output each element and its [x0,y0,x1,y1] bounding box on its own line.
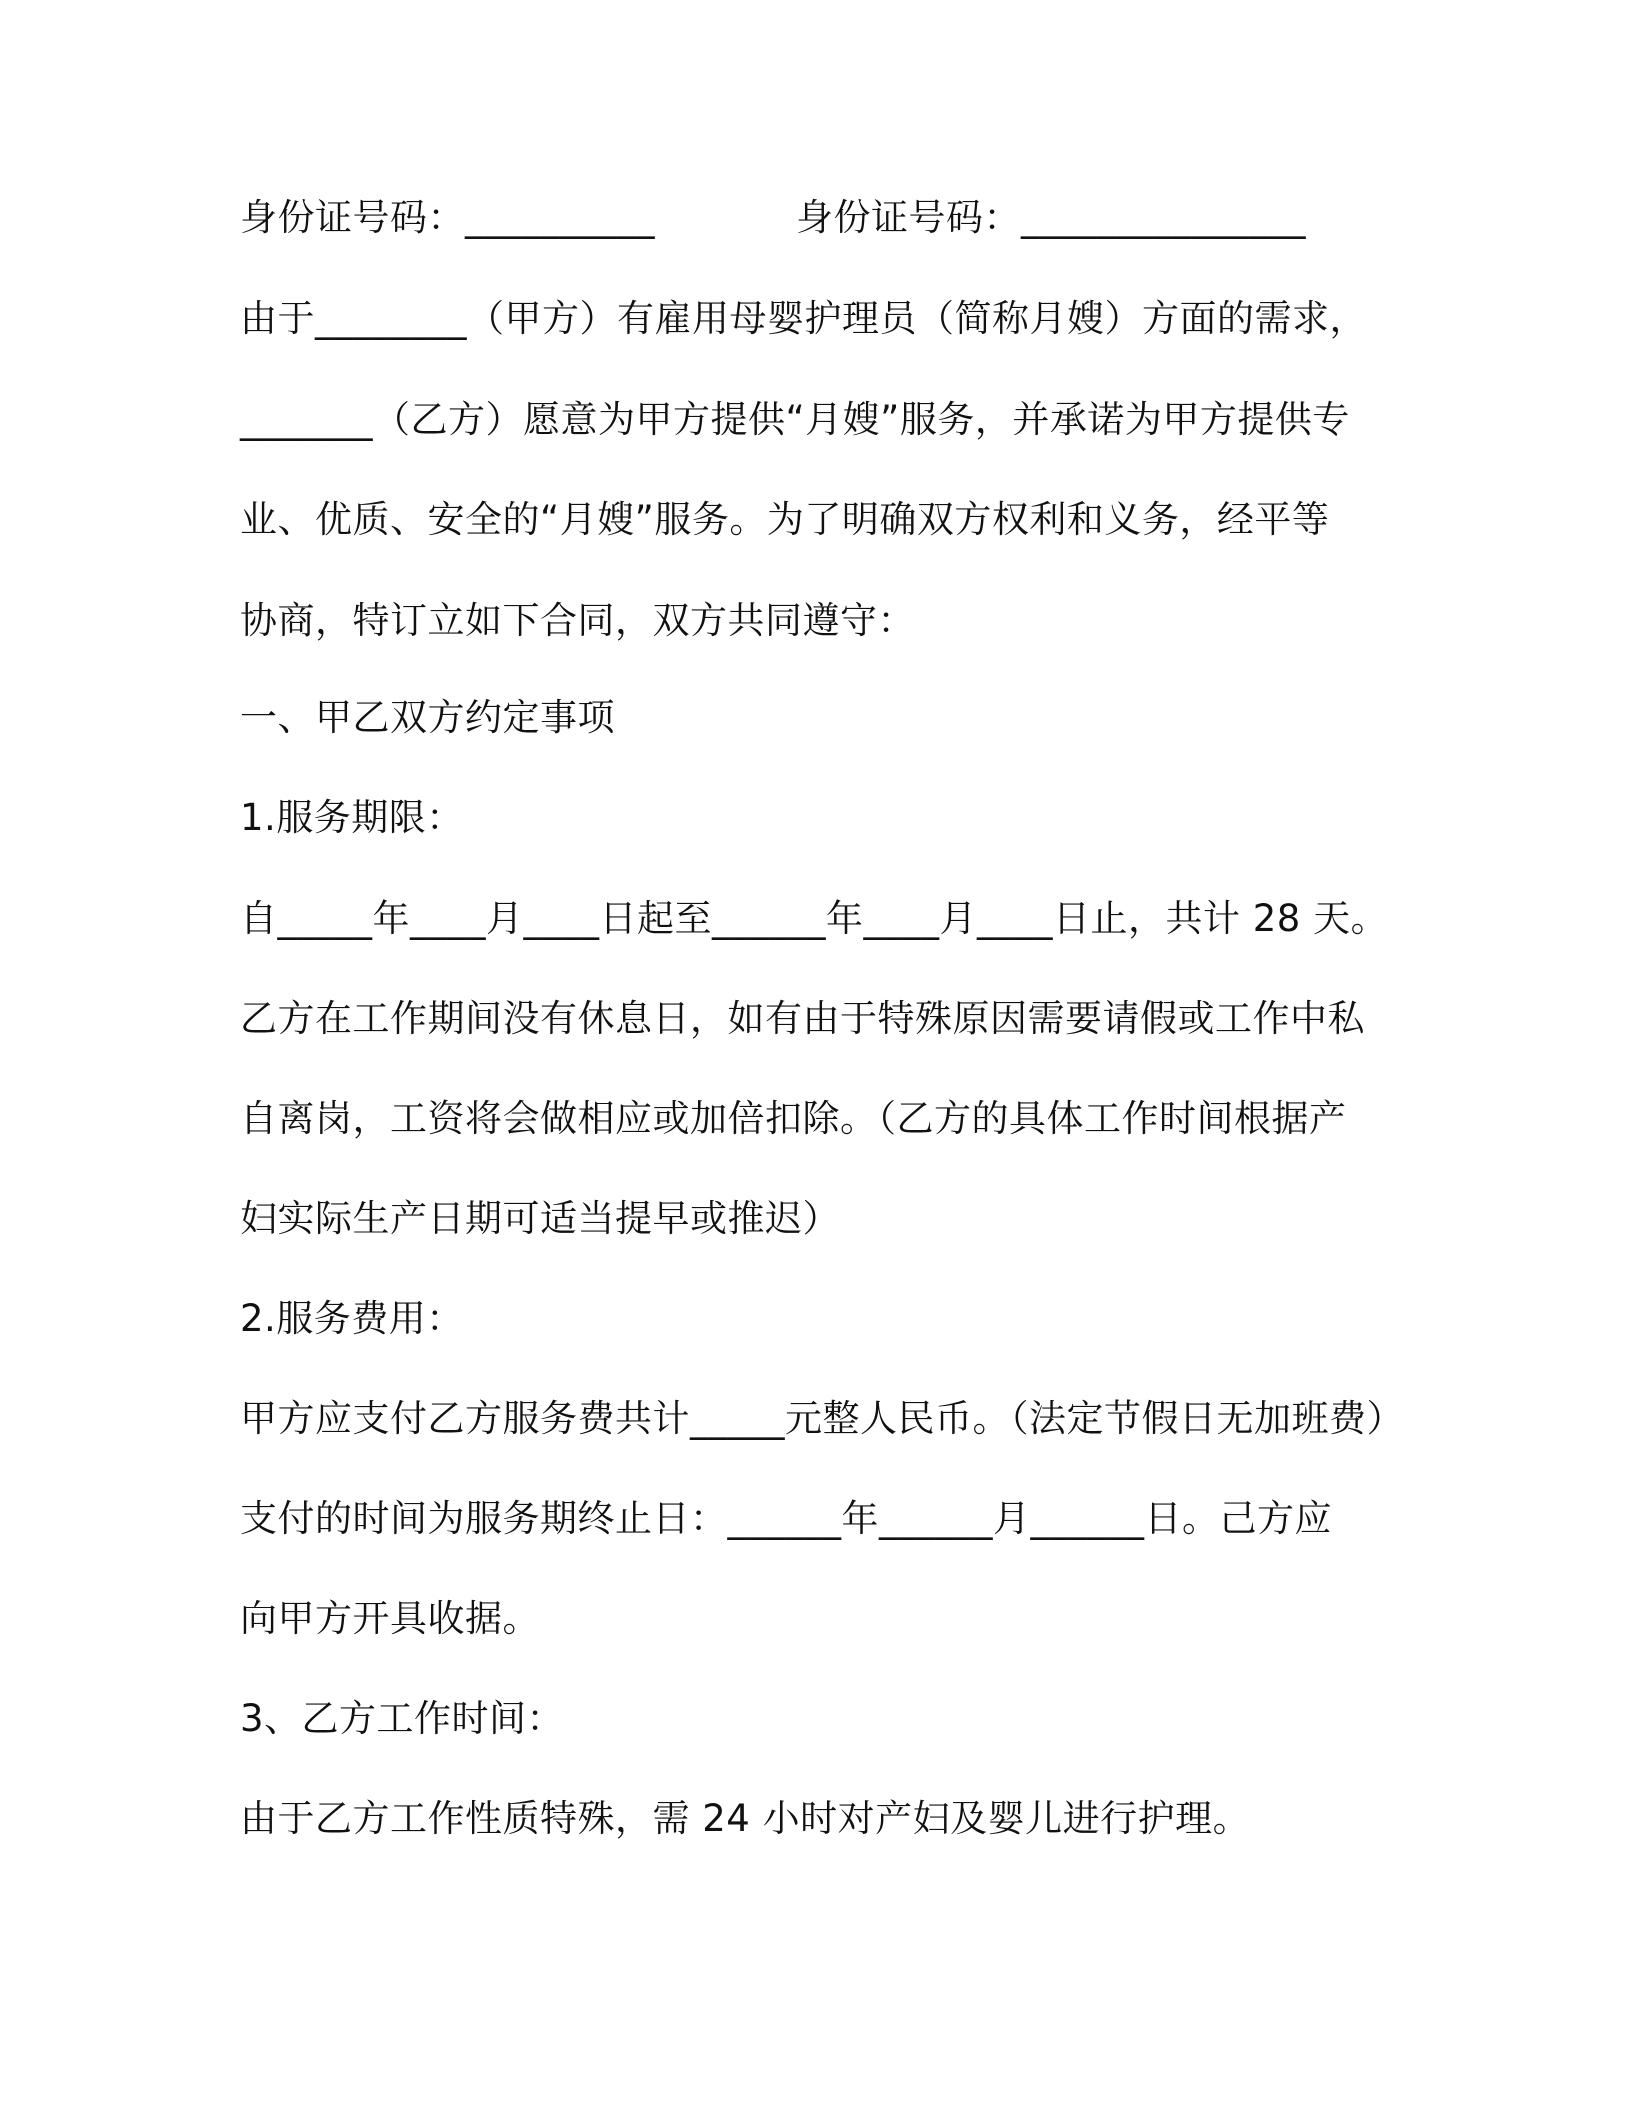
section-heading: 一、甲乙双方约定事项 [240,696,615,739]
id-number-line-party-b: 身份证号码：_______________ [796,196,1306,239]
subsection-heading: 1.服务期限： [240,796,464,839]
paragraph-line: 协商，特订立如下合同，双方共同遵守： [240,599,915,642]
subsection-heading: 3、乙方工作时间： [240,1697,565,1740]
paragraph-line: 由于________（甲方）有雇用母婴护理员（简称月嫂）方面的需求， [240,297,1367,340]
id-number-line-party-a: 身份证号码：__________ [240,196,655,239]
subsection-heading: 2.服务费用： [240,1297,464,1340]
paragraph-line: 业、优质、安全的“月嫂”服务。为了明确双方权利和义务，经平等 [240,498,1330,541]
paragraph-line: 支付的时间为服务期终止日：______年______月______日。己方应 [240,1497,1332,1540]
paragraph-line: 妇实际生产日期可适当提早或推迟） [240,1197,840,1240]
paragraph-line: 向甲方开具收据。 [240,1597,540,1640]
paragraph-line: 乙方在工作期间没有休息日，如有由于特殊原因需要请假或工作中私 [240,997,1365,1040]
paragraph-line: 由于乙方工作性质特殊，需 24 小时对产妇及婴儿进行护理。 [240,1797,1251,1840]
paragraph-line: _______（乙方）愿意为甲方提供“月嫂”服务，并承诺为甲方提供专 [240,398,1350,441]
paragraph-line: 自离岗，工资将会做相应或加倍扣除。（乙方的具体工作时间根据产 [240,1097,1347,1140]
paragraph-line: 自_____年____月____日起至______年____月____日止，共计 28 天。 [240,897,1389,940]
paragraph-line: 甲方应支付乙方服务费共计_____元整人民币。（法定节假日无加班费） [240,1397,1404,1440]
